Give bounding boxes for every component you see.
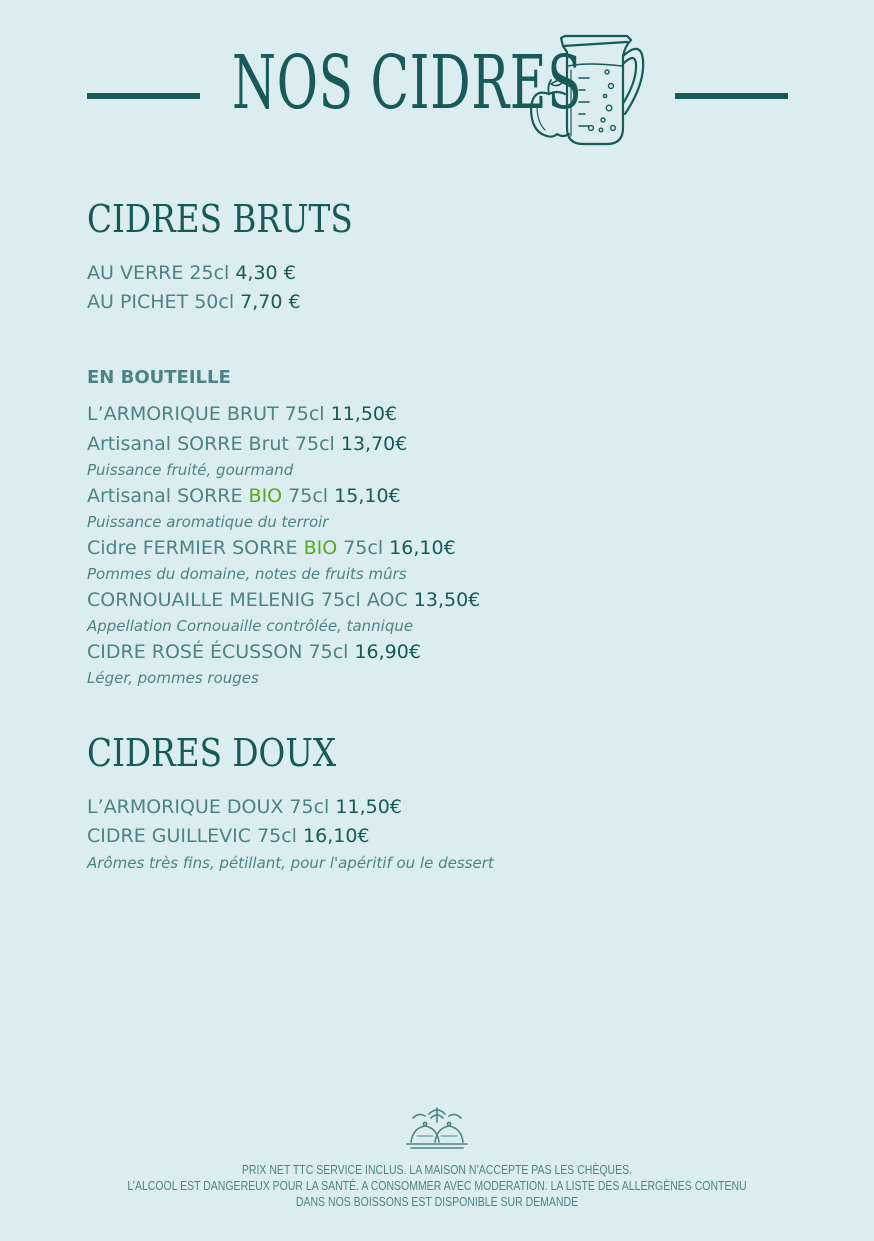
item-price: 16,10€ — [389, 537, 456, 559]
footer-line: DANS NOS BOISSONS EST DISPONIBLE SUR DEMANDE — [295, 1195, 579, 1209]
menu-item-armorique-brut — [87, 401, 397, 427]
item-price: 11,50€ — [330, 403, 398, 425]
item-price: 4,30 € — [235, 262, 296, 284]
item-price: 16,90€ — [354, 641, 421, 663]
item-price: 11,50€ — [335, 796, 402, 818]
footer-notice — [0, 1162, 874, 1210]
item-description: Appellation Cornouaille contrôlée, tannique — [87, 617, 414, 635]
menu-header — [0, 0, 874, 160]
menu-item-rose-ecusson — [87, 639, 421, 665]
menu-item-armorique-doux — [87, 794, 402, 820]
item-price: 13,50€ — [413, 589, 481, 611]
footer-line: PRIX NET TTC SERVICE INCLUS. LA MAISON N’ACCEPTE PAS LES CHÈQUES. — [241, 1163, 633, 1177]
item-label: L’ARMORIQUE DOUX 75cl — [87, 796, 330, 818]
title-rule-right — [675, 93, 788, 99]
footer-line: L’ALCOOL EST DANGEREUX POUR LA SANTÉ. A CONSOMMER AVEC MODERATION. LA LISTE DES ALLERGÈNES CONTENU — [127, 1179, 747, 1193]
cloche-logo-icon — [403, 1104, 471, 1150]
item-description: Puissance aromatique du terroir — [87, 513, 329, 531]
title-rule-left — [87, 93, 200, 99]
item-label: Cidre FERMIER SORRE — [87, 537, 304, 559]
item-label-suffix: 75cl — [282, 485, 329, 507]
item-price: 7,70 € — [240, 291, 301, 313]
section-title-bruts: CIDRES BRUTS — [87, 197, 353, 241]
item-description: Pommes du domaine, notes de fruits mûrs — [87, 565, 407, 583]
item-label: Artisanal SORRE Brut 75cl — [87, 433, 335, 455]
menu-item-fermier-sorre-bio — [87, 535, 456, 561]
item-label: Artisanal SORRE — [87, 485, 249, 507]
menu-item-sorre-brut — [87, 431, 407, 457]
item-description: Arômes très fins, pétillant, pour l'apéritif ou le dessert — [87, 854, 494, 872]
item-price: 15,10€ — [334, 485, 401, 507]
bio-badge: BIO — [303, 537, 338, 559]
page-title: NOS CIDRES — [232, 40, 583, 126]
pitcher-and-apple-icon — [527, 32, 647, 148]
menu-item-sorre-bio — [87, 483, 401, 509]
menu-item-cornouaille — [87, 587, 480, 613]
item-label: CORNOUAILLE MELENIG 75cl AOC — [87, 589, 408, 611]
item-description: Léger, pommes rouges — [87, 669, 259, 687]
item-price: 16,10€ — [303, 825, 370, 847]
section-title-doux: CIDRES DOUX — [87, 731, 337, 775]
item-label: CIDRE ROSÉ ÉCUSSON 75cl — [87, 641, 349, 663]
item-label: AU VERRE 25cl — [87, 262, 230, 284]
item-label-suffix: 75cl — [337, 537, 384, 559]
item-price: 13,70€ — [340, 433, 408, 455]
menu-item-verre — [87, 260, 296, 286]
menu-item-pichet — [87, 289, 301, 315]
subheading-bouteille: EN BOUTEILLE — [87, 367, 231, 388]
item-label: CIDRE GUILLEVIC 75cl — [87, 825, 297, 847]
item-label: AU PICHET 50cl — [87, 291, 235, 313]
item-label: L’ARMORIQUE BRUT 75cl — [87, 403, 325, 425]
item-description: Puissance fruité, gourmand — [87, 461, 294, 479]
menu-item-guillevic — [87, 823, 370, 849]
bio-badge: BIO — [248, 485, 283, 507]
